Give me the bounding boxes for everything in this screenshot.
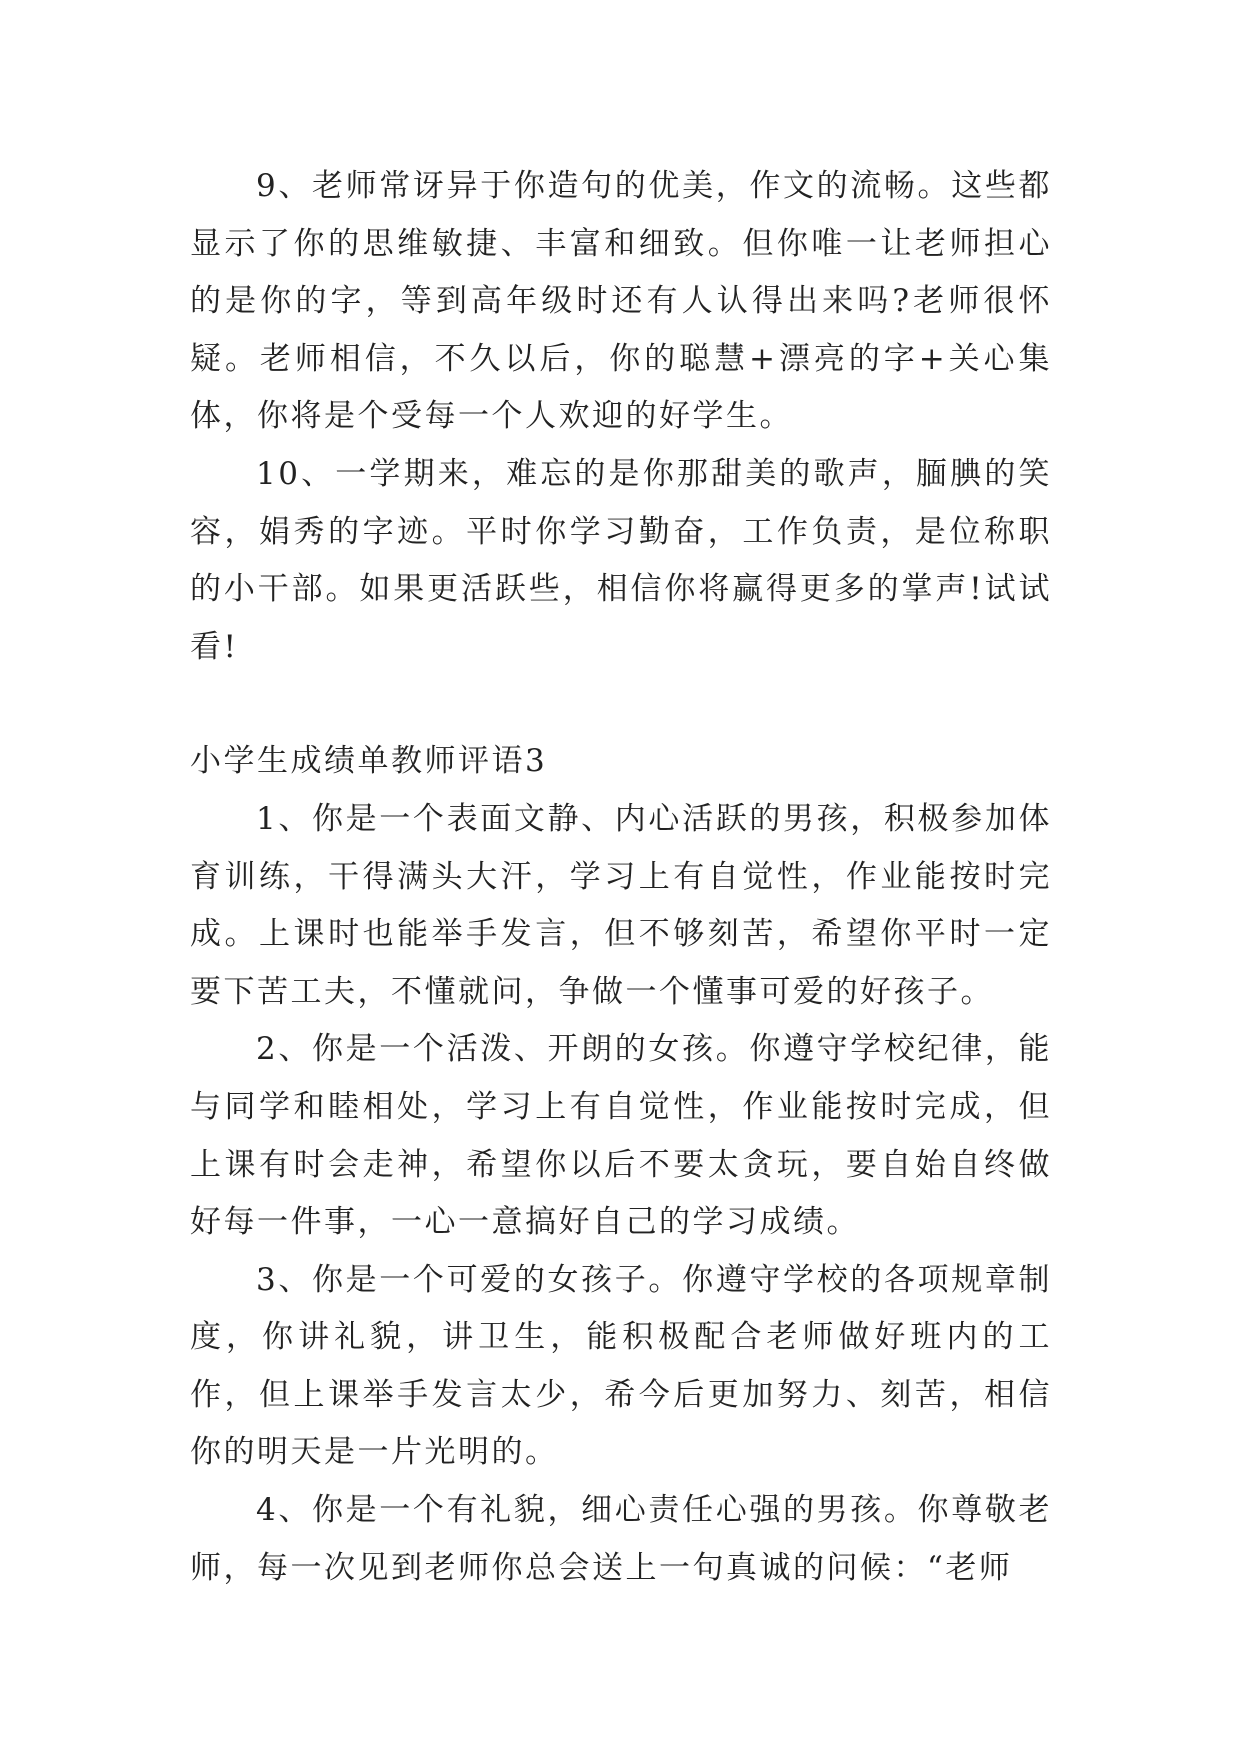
- comment-paragraph-2: 2、你是一个活泼、开朗的女孩。你遵守学校纪律，能与同学和睦相处，学习上有自觉性，作业能按时完成，但上课有时会走神，希望你以后不要太贪玩，要自始自终做好每一件事，一心一意搞好自己的学习成绩。: [190, 1031, 1052, 1241]
- comment-paragraph-9: 9、老师常讶异于你造句的优美，作文的流畅。这些都显示了你的思维敏捷、丰富和细致。但你唯一让老师担心的是你的字，等到高年级时还有人认得出来吗?老师很怀疑。老师相信，不久以后，你的聪慧+漂亮的字+关心集体，你将是个受每一个人欢迎的好学生。: [190, 168, 1052, 435]
- comment-paragraph-10: 10、一学期来，难忘的是你那甜美的歌声，腼腆的笑容，娟秀的字迹。平时你学习勤奋，工作负责，是位称职的小干部。如果更活跃些，相信你将赢得更多的掌声!试试看!: [190, 455, 1052, 665]
- comment-paragraph-3: 3、你是一个可爱的女孩子。你遵守学校的各项规章制度，你讲礼貌，讲卫生，能积极配合老师做好班内的工作，但上课举手发言太少，希今后更加努力、刻苦，相信你的明天是一片光明的。: [190, 1261, 1052, 1471]
- comment-paragraph-4: 4、你是一个有礼貌，细心责任心强的男孩。你尊敬老师，每一次见到老师你总会送上一句真诚的问候：“老师: [190, 1492, 1052, 1586]
- comment-paragraph-1: 1、你是一个表面文静、内心活跃的男孩，积极参加体育训练，干得满头大汗，学习上有自觉性，作业能按时完成。上课时也能举手发言，但不够刻苦，希望你平时一定要下苦工夫，不懂就问，争做一个懂事可爱的好孩子。: [190, 800, 1052, 1010]
- section-heading: 小学生成绩单教师评语3: [190, 743, 548, 780]
- document-page: [190, 158, 1052, 1597]
